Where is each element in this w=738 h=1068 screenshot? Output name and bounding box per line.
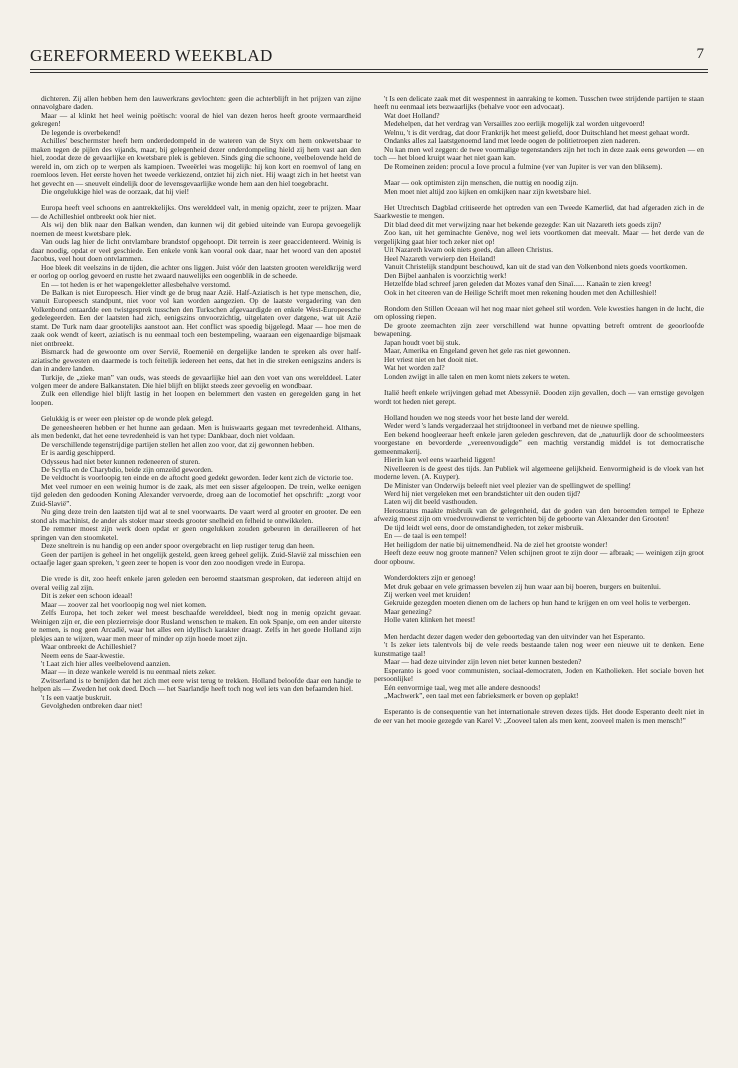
paragraph: En — de taal is een tempel!: [384, 531, 467, 541]
paragraph: Holland houden we nog steeds voor het beste land der wereld.: [384, 412, 569, 422]
paragraph: 't Is een delicate zaak met dit wespennest in aanraking te komen. Tusschen twee strijdende partijen te staan heeft nu eenmaal iets bezwaarlijks (behalve voor een advocaat).: [374, 95, 704, 112]
paragraph: Maar genezing?: [384, 606, 432, 616]
paragraph: Als wij den blik naar den Balkan wenden, dan kunnen wij dit gebied uiteinde van Europa gevoegelijk noemen de meest kwetsbare plek.: [31, 220, 361, 238]
paragraph: De Scylla en de Charybdio, beide zijn omzeild geworden.: [41, 465, 213, 475]
paragraph: Wat doet Holland?: [384, 110, 440, 120]
paragraph: Gelukkig is er weer een pleister op de wonde plek gelegd.: [41, 414, 214, 424]
paragraph: Neem eens de Saar-kwestie.: [41, 650, 125, 660]
left-column: [31, 95, 361, 1055]
paragraph: Laten wij dit beeld vasthouden.: [384, 497, 478, 507]
paragraph: Met druk gebaar en vele grimassen bevelen zij hun waar aan bij boeren, burgers en buitenlui.: [384, 581, 661, 591]
paragraph: Het vriest niet en het dooit niet.: [384, 354, 478, 364]
paragraph: Zoo kan, uit het geminachte Genève, nog wel iets voortkomen dat meevalt. Maar — het derde van de vergelijking gaat hier toch zeker niet op!: [374, 228, 704, 246]
paragraph: Welnu, 't is dit verdrag, dat door Frankrijk het meest geliefd, door Duitschland het meest gehaat wordt.: [384, 127, 690, 137]
paragraph: Vanuit Christelijk standpunt beschouwd, kan uit de stad van den Volkenbond niets goeds voortkomen.: [384, 262, 688, 272]
paragraph: Dit blad deed dit met verwijzing naar het bekende gezegde: Kan uit Nazareth iets goeds zijn?: [384, 219, 662, 229]
paragraph: Er is aardig geschipperd.: [41, 448, 115, 458]
paragraph: De Balkan is niet Europeesch. Hier vindt ge de brug naar Azië. Half-Aziatisch is het type menschen, die, vanuit Europeesch standpunt, niet voor vol kan worden aangezien. Op de laatste vergadering van den Volkenbond ontaardde een twistgesprek tusschen den Turkschen afgevaardigde en enkele West-Europeesche gedelegeerden. Een der laatsten had zich, eenigszins onvoorzichtig, uitgelaten over datgene, wat uit Azië stamt. De Turk nam daar grootelijks aanstoot aan. Het conflict was spoedig bijgelegd. Maar — hoe men de zaak ook wendt of keert, aziatisch is nu eenmaal toch een bestempeling, waaraan een eigenaardige bijsmaak niet ontbreekt.: [31, 287, 361, 348]
paragraph: Londen zwijgt in alle talen en men komt niets zekers te weten.: [384, 371, 570, 381]
paragraph: De groote zeemachten zijn zeer verschillend wat hunne opvatting betreft omtrent de geoorloofde bewapening.: [374, 320, 704, 339]
paragraph: Zelfs Europa, het toch zeker wel meest beschaafde werelddeel, biedt nog in menig opzicht gevaar. Weinigen zijn er, die een plezierreisje door Rusland wenschen te maken. En ook Spanje, om een ander uiterste te nemen, is nog geen Arcadië, waar het alles een idyllisch karakter draagt. Zelfs in het goede Holland zijn plekjes aan te wijzen, waar men meer of minder op zijn hoede moet zijn.: [31, 608, 361, 643]
paragraph: Ook in het citeeren van de Heilige Schrift moet men rekening houden met den Achilleshiel!: [384, 287, 657, 297]
paragraph: Die ongelukkige hiel was de oorzaak, dat hij viel!: [41, 186, 190, 196]
paragraph: Het Utrechtsch Dagblad critiseerde het optreden van een Tweede Kamerlid, dat had afgeraden zich in de Saarkwestie te mengen.: [374, 202, 704, 221]
paragraph: Odysseus had niet beter kunnen redeneeren of sturen.: [41, 456, 201, 466]
paragraph: En — tot heden is er het wapengekletter allesbehalve verstomd.: [41, 279, 231, 289]
paragraph: Geen der partijen is geheel in het ongelijk gesteld, geen kreeg geheel gelijk. Zuid-Slavië zal misschien een octaafje lager gaan spreken, 't geen zeer te hopen is voor den zoo noodigen vrede in Europa.: [31, 549, 361, 568]
paragraph: Zulk een ellendige hiel blijft lastig in het loopen en belemmert den vasten en geregelden gang in het loopen.: [31, 389, 361, 407]
paragraph: Hoe bleek dit veelszins in de tijden, die achter ons liggen. Juist vóór den laatsten grooten wereldkrijg werd er oorlog op oorlog gevoerd en rustte het zwaard nauwelijks een oogenblik in de scheede.: [31, 262, 361, 281]
paragraph: Dit is zeker een schoon ideaal!: [41, 591, 133, 601]
paragraph: Wonderdokters zijn er genoeg!: [384, 573, 476, 583]
paragraph: De verschillende tegenstrijdige partijen stellen het allen zoo voor, dat zij gewonnen hebben.: [41, 439, 315, 449]
paragraph: De legende is overbekend!: [41, 127, 121, 137]
paragraph: Nivelleeren is de geest des tijds. Jan Publiek wil algemeene gelijkheid. Eenvormigheid is de vloek van het moderne leven. (A. Kuyper).: [374, 463, 704, 482]
paragraph: Maar — ook optimisten zijn menschen, die nuttig en noodig zijn.: [384, 178, 579, 188]
publication-title: GEREFORMEERD WEEKBLAD: [30, 46, 273, 65]
paragraph: De veldtocht is voorloopig ten einde en de aftocht goed gedekt geworden. Ieder kent zich de victorie toe.: [41, 473, 354, 483]
paragraph: Esperanto is de consequentie van het internationale streven dezes tijds. Het doode Esperanto deelt niet in de eer van het mooie gezegde van Karel V: „Zooveel talen als men kent, zooveel malen is men mensch!”: [374, 707, 704, 725]
paragraph: Gevolgheden ontbreken daar niet!: [41, 701, 143, 711]
paragraph: Italië heeft enkele wrijvingen gehad met Abessynië. Dooden zijn gevallen, doch — van ernstige gevolgen wordt tot heden niet gerept.: [374, 388, 704, 406]
paragraph: Met veel rumoer en een weinig humor is de zaak, als met een sisser afgeloopen. De trein, welke eenigen tijd geleden den gedooden Koning Alexander vervoerde, droeg aan de locomotief het opschrift: „zorgt voor Zuid-Slavië”.: [31, 481, 361, 508]
paragraph: Die vrede is dit, zoo heeft enkele jaren geleden een beroemd staatsman gesproken, dat iedereen altijd en overal veilig zal zijn.: [31, 574, 361, 592]
header-rule: [30, 69, 708, 70]
paragraph: Hierin kan wel eens waarheid liggen!: [384, 455, 496, 465]
paragraph: Weder werd 's lands vergaderzaal het strijdtooneel in verband met de nieuwe spelling.: [384, 421, 640, 431]
paragraph: Hetzelfde blad schreef jaren geleden dat Mozes vanaf den Sinaï...... Kanaän te zien kreeg!: [384, 279, 652, 289]
paragraph: Zwitserland is te benijden dat het zich met eere wist terug te trekken. Holland beloofde daar een handje te helpen als — Zweden het ook deed. Doch — het Saarlandje heeft toch nog wel iets van den befaamden hiel.: [31, 675, 361, 694]
paragraph: Deze sneltrein is nu handig op een ander spoor overgebracht en liep rustiger terug dan heen.: [41, 541, 315, 551]
paragraph: Heeft deze eeuw nog groote mannen? Velen schijnen groot te zijn door — afbraak; — weinigen zijn groot door opbouw.: [374, 548, 704, 566]
paragraph: Achilles' beschermster heeft hem onderdedompeld in de wateren van de Styx om hem onkwetsbaar te maken tegen de pijlen des vijands, maar, bij gelegenheid dezer onderdompeling hield zij hem vast aan den hiel, zoodat deze de gevaarlijke en kwetsbare plek is gebleven. Sinds ging die schoone, veelbelovende held de wereld in, om zich op te werpen als kampioen. Tweeërlei was mogelijk: hij kon kort en roemvol of lang en roemloos leven. Het eerste hoven het tweede verkiezend, ontziet hij zich niet. Hij waagt zich in het heetst van het gevecht en — sneuvelt eindelijk door de levensgevaarlijke wonde hem aan den hiel toegebracht.: [31, 136, 361, 188]
paragraph: Gekruide gezegden moeten dienen om de lachers op hun hand te krijgen en om veel holis te verbergen.: [384, 598, 691, 608]
paragraph: Medehelpen, dat het verdrag van Versailles zoo eerlijk mogelijk zal worden uitgevoerd!: [384, 119, 645, 129]
paragraph: Waar ontbreekt de Achilleshiel?: [41, 642, 137, 652]
paragraph: Ondanks alles zal laatstgenoemd land met leede oogen de politietroepen zien naderen.: [384, 136, 641, 146]
paragraph: De Romeinen zeiden: procul a Iove procul a fulmine (ver van Jupiter is ver van den bliksem).: [384, 161, 663, 171]
paragraph: Uit Nazareth kwam ook niets goeds, dan alleen Christus.: [384, 245, 553, 255]
paragraph: Maar — had deze uitvinder zijn leven niet beter kunnen besteden?: [384, 657, 582, 667]
page-number: 7: [696, 46, 704, 62]
paragraph: Zij werken veel met kruiden!: [384, 590, 471, 600]
paragraph: Een bekend hoogleeraar heeft enkele jaren geleden geschreven, dat de „natuurlijk door de schoolmeesters voorgestane en bevorderde „vereenvoudigde” een machtig verstandig middel is tot democratische gemeenmakerij.: [374, 429, 704, 456]
page-header: [30, 46, 706, 70]
paragraph: Eén eenvormige taal, weg met alle andere desnoods!: [384, 682, 541, 692]
paragraph: Europa heeft veel schoons en aantrekkelijks. Ons werelddeel valt, in menig opzicht, zeer te prijzen. Maar — de Achilleshiel ontbreekt ook hier niet.: [31, 203, 361, 221]
paragraph: Maar — zoover zal het voorloopig nog wel niet komen.: [41, 599, 207, 609]
paragraph: Bismarck had de gewoonte om over Servië, Roemenië en dergelijke landen te spreken als over half-aziatische gewesten en daarmede is toch feitelijk iedereen het eens, dat het in die streken eenigszins anders is dan in andere landen.: [31, 347, 361, 374]
paragraph: De Minister van Onderwijs beleeft niet veel plezier van de spellingwet de spelling!: [384, 480, 632, 490]
paragraph: Rondom den Stillen Oceaan wil het nog maar niet geheel stil worden. Vele kwesties hangen in de lucht, die om oplossing riepen.: [374, 303, 704, 322]
paragraph: Het heiligdom der natie bij uitnemendheid. Na de ziel het grootste wonder!: [384, 539, 608, 549]
paragraph: Men herdacht dezer dagen weder den geboortedag van den uitvinder van het Esperanto.: [384, 631, 645, 641]
paragraph: Holle vaten klinken het meest!: [384, 615, 476, 625]
paragraph: 't Is zeker iets talentvols bij de vele reeds bestaande talen nog weer een nieuwe uit te denken. Eene kunstmatige taal!: [374, 640, 704, 658]
paragraph: Wat het worden zal?: [384, 363, 445, 373]
paragraph: 't Is een vaatje buskruit.: [41, 692, 112, 702]
paragraph: Esperanto is goed voor communisten, sociaal-democraten, Joden en Katholieken. Het sociale boven het persoonlijke!: [374, 665, 704, 684]
paragraph: De tijd leidt wel eens, door de omstandigheden, tot zeker misbruik.: [384, 522, 584, 532]
paragraph: Herostratus maakte misbruik van de gelegenheid, dat de goden van den beroemden tempel te Epheze afwezig moest zijn om vroedvrouwdienst te verrichten bij de geboorte van Alexander den Grooten!: [374, 505, 704, 524]
paragraph: Japan houdt voet bij stuk.: [384, 337, 461, 347]
header-rule-secondary: [30, 72, 708, 73]
paragraph: Nu ging deze trein den laatsten tijd wat al te snel voorwaarts. De vaart werd al grooter en grooter. De een stond als machinist, de ander als stoker maar steeds grooter snelheid en felheid te ontwikkelen.: [31, 507, 361, 525]
paragraph: Den Bijbel aanhalen is voorzichtig werk!: [384, 270, 507, 280]
paragraph: Heel Nazareth verwierp den Heiland!: [384, 253, 496, 263]
paragraph: De geneesheeren hebben er het hunne aan gedaan. Men is huiswaarts gegaan met tevredenheid. Althans, als men bedenkt, dat het eene tevredenheid is van het type: Dankbaar, doch niet voldaan.: [31, 422, 361, 441]
paragraph: Nu kan men wel zeggen: de twee voormalige tegenstanders zijn het toch in deze zaak eens geworden — en toch — het bloed kruipt waar het niet gaan kan.: [374, 144, 704, 163]
paragraph: Men moet niet altijd zoo kijken en omkijken naar zijn kwetsbare hiel.: [384, 186, 591, 196]
paragraph: dichteren. Zij allen hebben hem den lauwerkrans gevlochten: geen die achterblijft in het prijzen van zijne onnavolgbare daden.: [31, 95, 361, 112]
right-column: [374, 95, 704, 1055]
paragraph: „Machwerk”, een taal met een fabrieksmerk er boven op geplakt!: [384, 691, 579, 700]
paragraph: Van ouds lag hier de licht ontvlambare brandstof opgehoopt. Dit terrein is zeer geaccidenteerd. Weinig is daar noodig, opdat er veel geschiede. Een enkele vonk kan vooral ook daar, naar het woord van den apostel Jacobus, veel hout doen ontvlammen.: [31, 237, 361, 264]
paragraph: Maar — in deze wankele wereld is nu eenmaal niets zeker.: [41, 667, 216, 677]
paragraph: Maar — al klinkt het heel weinig poëtisch: vooral de hiel van dezen heros heeft groote vermaardheid gekregen!: [31, 110, 361, 129]
paragraph: Maar, Amerika en Engeland geven het gele ras niet gewonnen.: [384, 346, 571, 356]
paragraph: De remmer moest zijn werk doen opdat er geen ongelukken zouden gebeuren in derailleeren of het springen van den stoomketel.: [31, 524, 361, 542]
paragraph: Werd hij niet vergeleken met een brandstichter uit den ouden tijd?: [384, 489, 581, 499]
paragraph: Turkije, de „zieke man” van ouds, was steeds de gevaarlijke hiel aan den voet van ons werelddeel. Later volgen meer de andere Balkanstaten. Die hiel blijft en blijkt steeds zeer gevoelig en wondbaar.: [31, 372, 361, 390]
paragraph: 't Laat zich hier alles veelbelovend aanzien.: [41, 659, 171, 668]
